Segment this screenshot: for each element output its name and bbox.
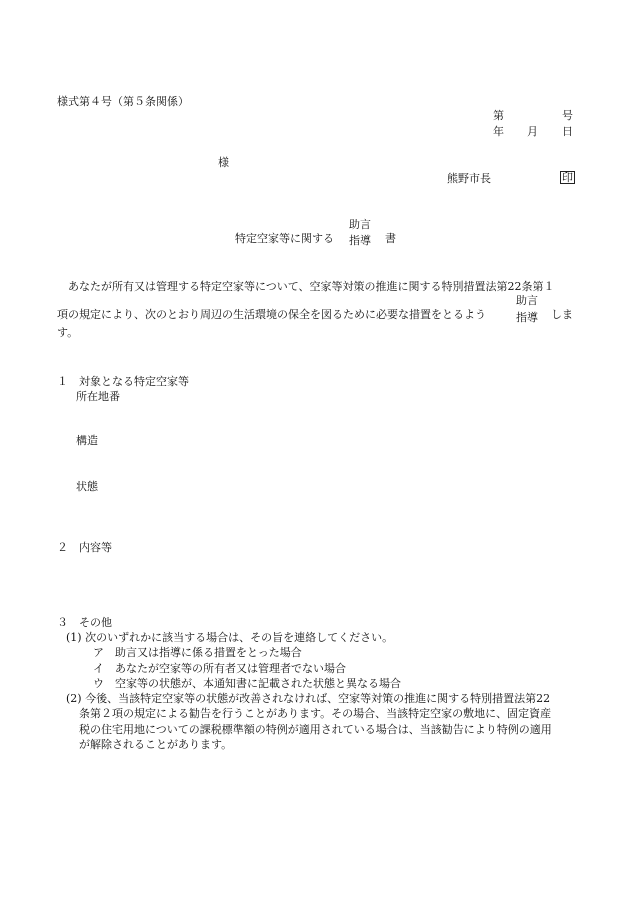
body-option-guidance: 指導 — [516, 311, 538, 324]
section-3-item-1: (1) 次のいずれかに該当する場合は、その旨を連絡してください。 — [66, 631, 394, 644]
section-3-item-2-line-3: 税の住宅用地についての課税標準額の特例が適用されている場合は、当該勧告により特例の適用 — [79, 723, 552, 736]
section-3-item-2-line-2: 条第２項の規定による勧告を行うことがあります。その場合、当該特定空家の敷地に、固定資産 — [79, 707, 552, 720]
section-1-heading: １ 対象となる特定空家等 — [57, 375, 189, 388]
field-condition: 状態 — [76, 480, 98, 493]
body-line-2: 項の規定により、次のとおり周辺の生活環境の保全を図るために必要な措置をとるよう — [57, 308, 486, 321]
section-3-item-2-line-1: (2) 今後、当該特定空家等の状態が改善されなければ、空家等対策の推進に関する特別措置法第22 — [66, 692, 551, 705]
date-day: 日 — [562, 125, 573, 138]
section-3-heading: ３ その他 — [57, 616, 112, 629]
body-line-1: あなたが所有又は管理する特定空家等について、空家等対策の推進に関する特別措置法第22条第１ — [68, 280, 555, 293]
body-line-2-end: しま — [551, 308, 573, 321]
section-3-item-1-c: ウ 空家等の状態が、本通知書に記載された状態と異なる場合 — [93, 677, 401, 690]
section-2-heading: ２ 内容等 — [57, 541, 112, 554]
field-location: 所在地番 — [76, 390, 120, 403]
section-3-item-2-line-4: が解除されることがあります。 — [79, 738, 233, 751]
title-option-advice: 助言 — [349, 218, 371, 231]
field-structure: 構造 — [76, 434, 98, 447]
section-3-item-1-b: イ あなたが空家等の所有者又は管理者でない場合 — [93, 662, 346, 675]
seal-mark: 印 — [562, 171, 573, 184]
title-suffix: 書 — [385, 232, 396, 245]
issuer-name: 熊野市長 — [447, 172, 491, 185]
number-suffix: 号 — [562, 109, 573, 122]
title-option-guidance: 指導 — [349, 234, 371, 247]
title-prefix: 特定空家等に関する — [235, 232, 334, 245]
date-year: 年 — [493, 125, 504, 138]
date-month: 月 — [527, 125, 538, 138]
form-id: 様式第４号（第５条関係） — [57, 95, 189, 108]
section-3-item-1-a: ア 助言又は指導に係る措置をとった場合 — [93, 646, 302, 659]
body-option-advice: 助言 — [516, 294, 538, 307]
addressee-suffix: 様 — [218, 156, 229, 169]
body-line-3: す。 — [57, 326, 79, 339]
number-prefix: 第 — [493, 109, 504, 122]
